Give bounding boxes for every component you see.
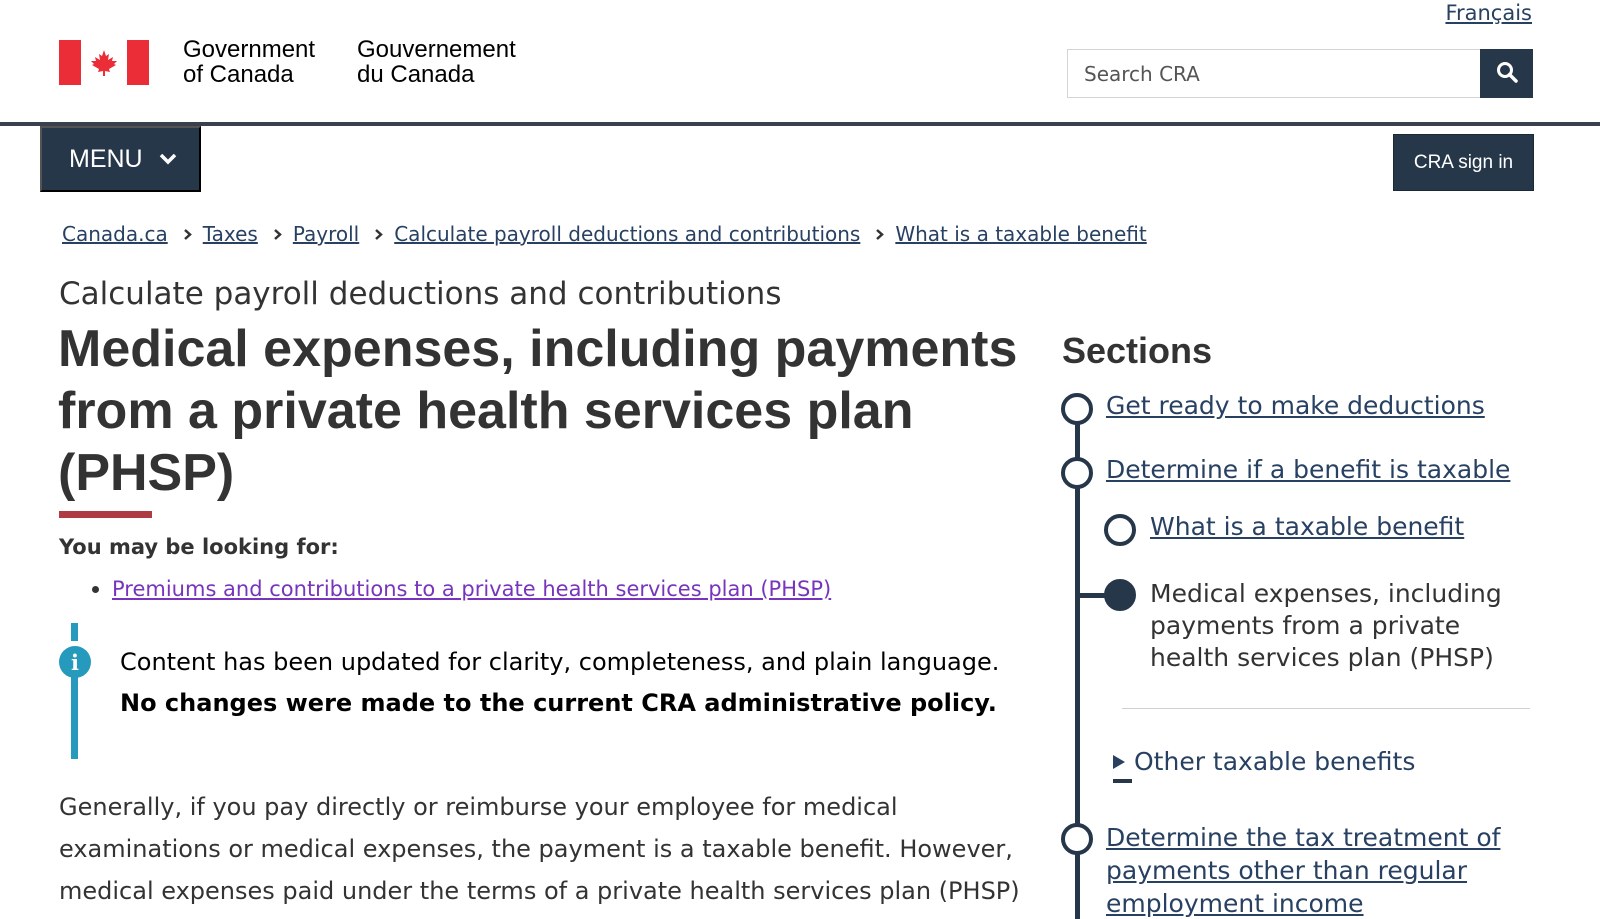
breadcrumb <box>62 222 1147 246</box>
chevron-right-icon <box>183 228 192 241</box>
search-form <box>1067 49 1533 98</box>
alert-message: Content has been updated for clarity, completeness, and plain language. <box>120 648 1000 676</box>
government-of-canada-wordmark-fr <box>357 37 516 87</box>
current-step-icon <box>1104 579 1136 611</box>
chevron-down-icon <box>159 153 177 165</box>
flag-left-bar <box>59 40 81 85</box>
step-circle-icon <box>1061 457 1093 489</box>
wordmark-en-line2: of Canada <box>183 61 294 88</box>
section-current-page: Medical expenses, including payments from a private health services plan (PHSP) <box>1150 579 1502 672</box>
breadcrumb-taxable-benefit[interactable]: What is a taxable benefit <box>895 222 1147 246</box>
site-header <box>0 0 1600 122</box>
chevron-right-icon <box>374 228 383 241</box>
step-circle-icon <box>1104 514 1136 546</box>
step-circle-icon <box>1061 823 1093 855</box>
chevron-right-icon <box>273 228 282 241</box>
toggle-indicator <box>1113 779 1132 783</box>
alert-rail <box>71 623 78 641</box>
header-divider <box>0 122 1600 126</box>
flag-right-bar <box>127 40 149 85</box>
alert-message-bold: No changes were made to the current CRA administrative policy. <box>120 689 997 717</box>
section-divider <box>1122 708 1530 709</box>
section-link-tax-treatment[interactable]: Determine the tax treatment of payments other than regular employment income <box>1106 823 1501 918</box>
page-title: Medical expenses, including payments from a private health services plan (PHSP) <box>58 320 1018 502</box>
page-kicker: Calculate payroll deductions and contributions <box>59 276 782 312</box>
wordmark-fr-line1: Gouvernement <box>357 36 516 63</box>
bullet-icon <box>92 586 99 593</box>
looking-for-label: You may be looking for: <box>59 535 339 559</box>
section-link-get-ready[interactable]: Get ready to make deductions <box>1106 391 1485 420</box>
maple-leaf-icon <box>81 40 127 85</box>
search-icon <box>1496 61 1518 86</box>
language-toggle-link[interactable]: Français <box>1445 1 1532 25</box>
search-input[interactable] <box>1067 49 1480 98</box>
other-taxable-benefits-label: Other taxable benefits <box>1134 747 1416 776</box>
info-icon: i <box>59 646 91 678</box>
government-of-canada-wordmark-en <box>183 37 315 87</box>
looking-for-list <box>92 577 831 601</box>
wordmark-en-line1: Government <box>183 36 316 63</box>
breadcrumb-payroll[interactable]: Payroll <box>292 222 360 246</box>
step-circle-icon <box>1061 393 1093 425</box>
breadcrumb-canada-ca[interactable]: Canada.ca <box>62 222 168 246</box>
alert-rail <box>71 677 78 759</box>
menu-button[interactable] <box>40 126 201 192</box>
search-button[interactable] <box>1480 49 1533 98</box>
sections-heading: Sections <box>1062 330 1213 371</box>
breadcrumb-calculate-payroll[interactable]: Calculate payroll deductions and contributions <box>394 222 861 246</box>
wordmark-fr-line2: du Canada <box>357 61 475 88</box>
other-taxable-benefits-toggle[interactable] <box>1112 747 1415 776</box>
canada-flag-logo[interactable] <box>59 40 149 85</box>
triangle-right-icon <box>1112 754 1126 770</box>
title-underline <box>59 511 152 518</box>
chevron-right-icon <box>875 228 884 241</box>
cra-sign-in-button[interactable]: CRA sign in <box>1393 134 1534 191</box>
phsp-premiums-link[interactable]: Premiums and contributions to a private health services plan (PHSP) <box>112 577 832 601</box>
body-paragraph: Generally, if you pay directly or reimburse your employee for medical examinations or medical expenses, the payment is a taxable benefit. However, medical expenses paid under the terms of a private health services plan (PHSP) <box>59 793 1020 905</box>
section-link-determine-taxable[interactable]: Determine if a benefit is taxable <box>1106 455 1511 484</box>
menu-label: MENU <box>69 144 143 173</box>
list-item <box>92 577 831 601</box>
section-link-what-is-taxable[interactable]: What is a taxable benefit <box>1150 512 1465 541</box>
breadcrumb-taxes[interactable]: Taxes <box>202 222 258 246</box>
info-alert <box>59 623 1019 759</box>
